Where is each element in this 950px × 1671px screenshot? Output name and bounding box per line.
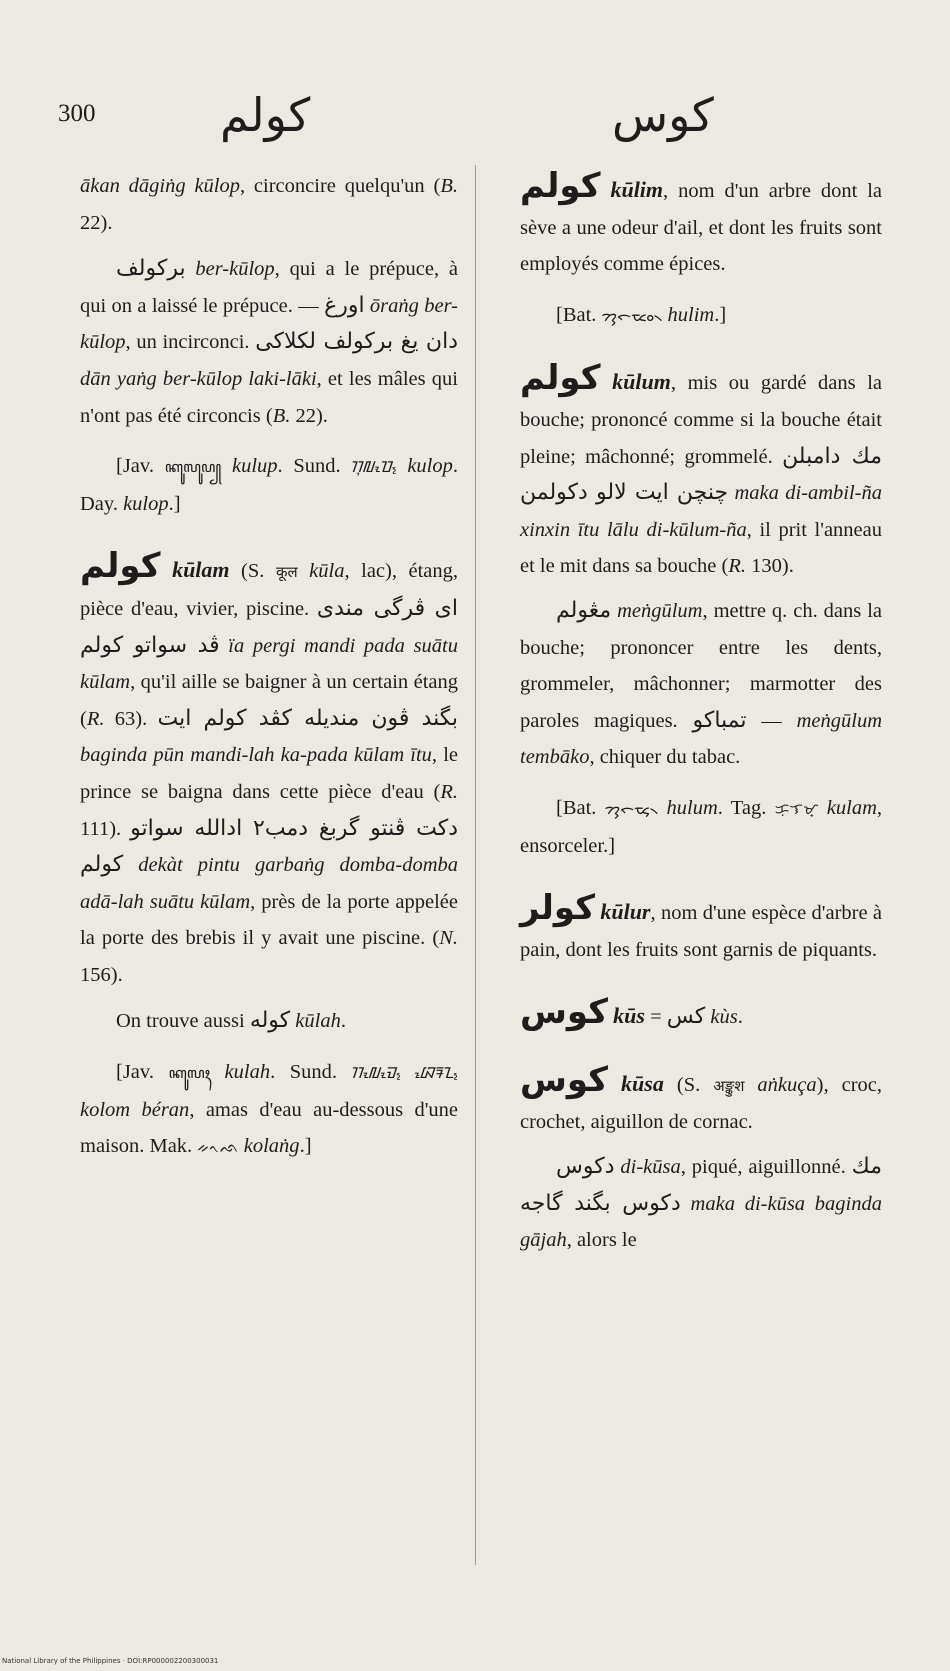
entry-kus: كوس kūs = كس kùs. — [520, 992, 743, 1033]
headword-kulam: kūlam — [172, 557, 230, 583]
headword-kulur: kūlur — [600, 899, 651, 925]
column-divider — [475, 165, 476, 1565]
right-source-2: [Bat. ᯂᯮᯞᯮᯔ᯲ hulum. Tag. ᜃᜓᜎᜋ᜔ kulam, ensorceler.] — [520, 796, 883, 857]
left-paragraph-1: ākan dāgiṅg kūlop, circoncire quelqu'un (B. 22). — [80, 175, 458, 234]
right-source-1: [Bat. ᯂᯮᯞᯪᯔ᯲ hulim.] — [556, 303, 727, 326]
left-column — [80, 168, 458, 1166]
right-paragraph-mengulum: مڠولم meṅgūlum, mettre q. ch. dans la bouche; prononcer entre les dents, grommeler, mâchonner; marmotter des paroles magiques. تمباكو — meṅgūlum tembāko, chiquer du tabac. — [520, 597, 883, 769]
right-column — [520, 168, 882, 1259]
left-paragraph-2: بركولف ber-kūlop, qui a le prépuce, à qui on a laissé le prépuce. — اورغ ōraṅg ber-kūlop, un incirconci. دان يغ بركولف لكلاكى dān yaṅg ber-kūlop laki-lāki, et les mâles qui n'ont pas été circoncis (B. 22). — [80, 256, 458, 427]
page-number: 300 — [58, 100, 96, 127]
scan-footer: National Library of the Philippines · DOI:RP000002200300031 — [2, 1657, 219, 1665]
running-head-left: كولم — [220, 88, 311, 142]
headword-kulum: kūlum — [612, 369, 671, 395]
entry-kusa: كوس kūsa (S. अङ्कुश aṅkuça), croc, crochet, aiguillon de cornac. — [520, 1059, 883, 1134]
entry-kulur: كولر kūlur, nom d'une espèce d'arbre à pain, dont les fruits sont garnis de piquants. — [520, 888, 882, 961]
entry-kulim: كولم kūlim, nom d'un arbre dont la sève a une odeur d'ail, et dont les fruits sont employés comme épices. — [520, 166, 882, 276]
entry-kulum: كولم kūlum, mis ou gardé dans la bouche; prononcé comme si la bouche était pleine; mâchonné; grommelé. مك دامبلن چنچن ايت لالو دكولمن maka di-ambil-ña xinxin ītu lālu di-kūlum-ña, il prit l'anneau et le mit dans sa bouche (R. 130). — [520, 358, 883, 578]
left-source-1: [Jav. ꦏꦸꦭꦸꦥ꧀ kulup. Sund. ᮊᮥᮜᮧᮕ᮪ kulop. Day. kulop.] — [80, 455, 458, 515]
headword-kusa: kūsa — [621, 1070, 664, 1096]
headword-kulim: kūlim — [610, 177, 664, 202]
running-head-right: كوس — [612, 88, 714, 142]
left-source-2: [Jav. ꦏꦸꦭꦃ kulah. Sund. ᮊᮧᮜᮧᮙ᮪ ᮘᮦᮛᮔ᮪ kolom béran, amas d'eau au-dessous d'une maison. Mak. ᨀᨚᨒ kolaṅg.] — [80, 1061, 458, 1158]
right-paragraph-dikusa: دكوس di-kūsa, piqué, aiguillonné. مك دكوس بگند گاجه maka di-kūsa baginda gājah, alors le — [520, 1154, 882, 1252]
headword-kus: kūs — [613, 1003, 645, 1029]
left-paragraph-kulah: On trouve aussi كوله kūlah. — [116, 1008, 346, 1034]
entry-kulam: كولم kūlam (S. कूल kūla, lac), étang, pièce d'eau, vivier, piscine. اى ڤرگى مندى ڤد سواتو كولم ïa pergi mandi pada suātu kūlam, qu'il aille se baigner à un certain étang (R. 63). بگند ڤون منديله كڤد كولم ايت baginda pūn mandi-lah ka-pada kūlam ītu, le prince se baigna dans cette pièce d'eau (R. 111). دكت ڤنتو گربغ دمب٢ ادالله سواتو كولم dekàt pintu garbaṅg domba-domba adā-lah suātu kūlam, près de la porte appelée la porte des brebis il y avait une piscine. (N. 156). — [80, 546, 459, 986]
